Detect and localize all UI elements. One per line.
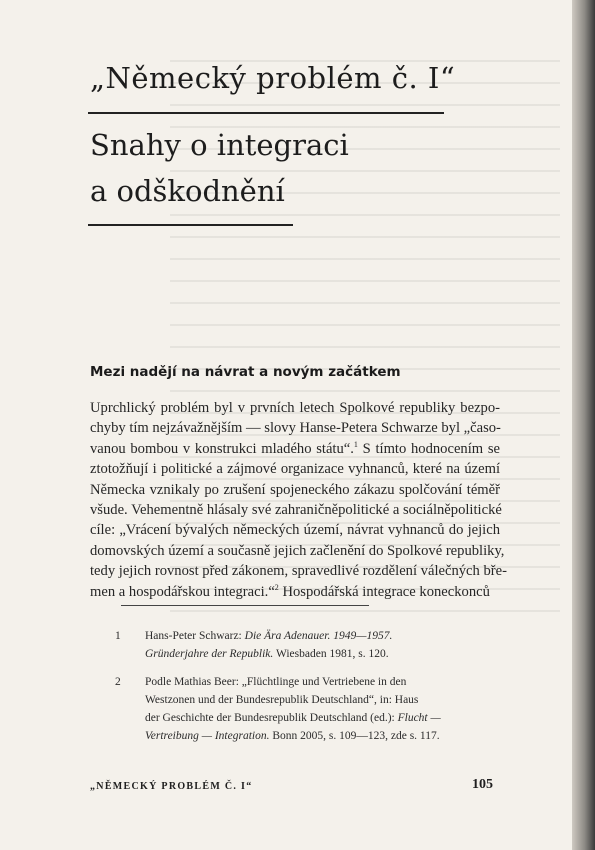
body-line: domovských území a současně jejich začlenění do Spolkové republiky, [90, 542, 505, 559]
section-title-line: Snahy o integraci [90, 128, 349, 162]
body-line: Uprchlický problém byl v prvních letech Spolkové republiky bezpo- [90, 400, 500, 416]
footnote-line: der Geschichte der Bundesrepublik Deutschland (ed.): Flucht — [145, 712, 441, 724]
running-head: „NĚMECKÝ PROBLÉM Č. I“ [90, 781, 253, 792]
footnote-rule [121, 605, 369, 606]
footnote-line: Vertreibung — Integration. Bonn 2005, s. 109—123, zde s. 117. [145, 730, 440, 742]
footnote-number: 1 [115, 630, 121, 642]
page-number: 105 [472, 777, 493, 792]
footnote-line: Podle Mathias Beer: „Flüchtlinge und Vertriebene in den [145, 676, 407, 688]
footnote-line: Westzonen und der Bundesrepublik Deutschland“, in: Haus [145, 694, 419, 706]
body-line: cíle: „Vrácení bývalých německých území, návrat vyhnanců do jejich [90, 522, 500, 539]
footnote-line: Hans-Peter Schwarz: Die Ära Adenauer. 1949—1957. [145, 630, 393, 642]
footnote-line: Gründerjahre der Republik. Wiesbaden 1981, s. 120. [145, 648, 389, 660]
section-rule [88, 224, 293, 226]
subheading: Mezi nadějí na návrat a novým začátkem [90, 364, 401, 380]
body-line: všude. Vehementně hlásaly své zahraničněpolitické a sociálněpolitické [90, 502, 502, 519]
chapter-title: „Německý problém č. I“ [90, 61, 456, 95]
body-line: Německa vznikaly po zrušení spojeneckého zákazu spolčování téměř [90, 481, 500, 498]
footnotes [115, 627, 535, 755]
footnote [115, 627, 535, 663]
title-rule [88, 112, 444, 114]
body-line: chyby tím nejzávažnějším — slovy Hanse-Petera Schwarze byl „časo- [90, 420, 501, 437]
footnote-ref[interactable]: 2 [274, 582, 279, 592]
book-gutter-shadow [572, 0, 595, 850]
body-line: ztotožňují i politické a zájmové organizace vyhnanců, které na území [90, 461, 500, 478]
footnote [115, 673, 535, 745]
body-text [90, 398, 507, 602]
footnote-ref[interactable]: 1 [353, 439, 358, 449]
body-line: tedy jejich rovnost před zákonem, spravedlivé rozdělení válečných bře- [90, 563, 507, 580]
body-line: vanou bombou v konstrukci mladého státu“.$^1$ S tímto hodnocením se [90, 439, 501, 457]
section-title [90, 122, 540, 214]
footnote-number: 2 [115, 676, 121, 688]
body-line: men a hospodářskou integraci.“$^2$ Hospodářská integrace koneckonců [90, 582, 490, 600]
section-title-line: a odškodnění [90, 174, 285, 208]
